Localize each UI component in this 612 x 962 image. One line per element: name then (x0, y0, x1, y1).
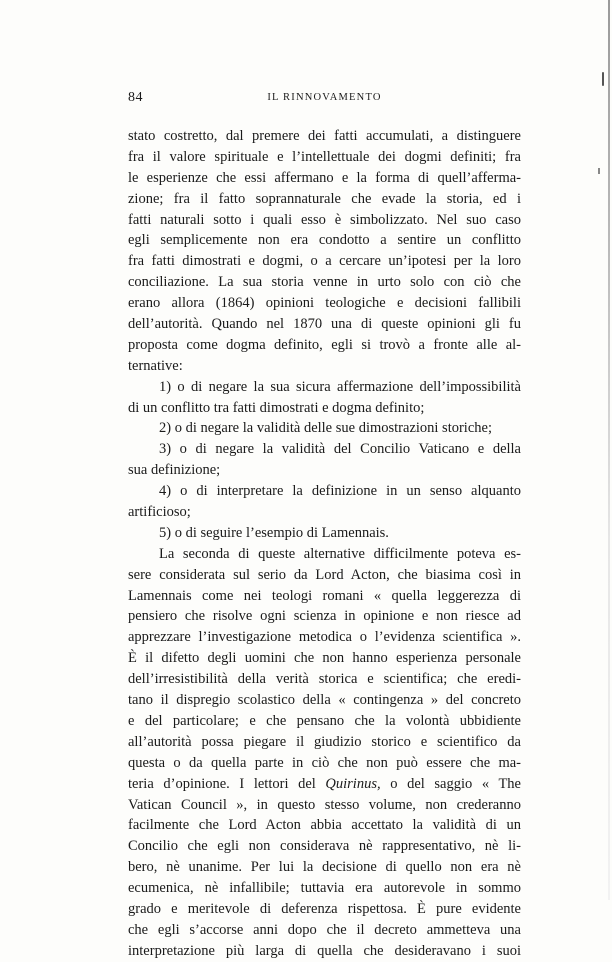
text-line-content: che egli s’accorse anni dopo che il decreto ammetteva una (128, 921, 521, 938)
text-line-content: facilmente che Lord Acton abbia accettato la validità di un (128, 817, 521, 834)
text-line (128, 272, 521, 293)
text-line-content: tano il dispregio scolastico della « contingenza » del concreto (128, 692, 521, 709)
text-line-content: È il difetto degli uomini che non hanno esperienza personale (128, 650, 521, 667)
text-line (128, 189, 521, 210)
text-line-content: fra il valore spirituale e l’intellettuale dei dogmi definiti; fra (128, 148, 521, 165)
text-line-content: 2) o di negare la validità delle sue dimostrazioni storiche; (159, 420, 492, 437)
text-line (128, 648, 521, 669)
text-line-content: zione; fra il fatto soprannaturale che evade la storia, ed i (128, 190, 521, 207)
text-line-content: di un conflitto tra fatti dimostrati e dogma definito; (128, 399, 425, 416)
edge-mark (602, 72, 604, 86)
text-line (128, 899, 521, 920)
text-line (128, 565, 521, 586)
text-line-content: 4) o di interpretare la definizione in un senso alquanto (159, 483, 521, 500)
text-line-content: 3) o di negare la validità del Concilio Vaticano e della (159, 441, 521, 458)
page-header (128, 90, 521, 108)
text-line-content: fra fatti dimostrati e dogmi, o a cercare un’ipotesi per la loro (128, 253, 521, 270)
text-line-continuation: o del saggio « The (380, 775, 521, 792)
italic-title: Quirinus, (325, 775, 381, 792)
text-line-content: egli semplicemente non era condotto a sentire un conflitto (128, 232, 521, 249)
text-line (128, 815, 521, 836)
text-line-content: pensiero che risolve ogni scienza in opinione e non riesce ad (128, 608, 521, 625)
text-line-content: e del particolare; e che pensano che la volontà ubbidiente (128, 712, 521, 729)
text-line (128, 941, 521, 962)
text-line-content: conciliazione. La sua storia venne in urto solo con ciò che (128, 274, 521, 291)
text-line-content: sere considerata sul serio da Lord Acton, che biasima così in (128, 566, 521, 583)
text-line (128, 377, 521, 398)
text-line (128, 335, 521, 356)
text-line-content: 1) o di negare la sua sicura affermazione dell’impossibilità (159, 378, 521, 395)
text-line (128, 210, 521, 231)
text-line (128, 314, 521, 335)
text-line-content: 5) o di seguire l’esempio di Lamennais. (159, 524, 389, 541)
text-line (128, 774, 521, 795)
text-line-content: all’autorità possa piegare il giudizio storico e scientifico da (128, 733, 521, 750)
text-line-content: Lamennais come nei teologi romani « quella leggerezza di (128, 587, 521, 604)
text-line-content: bero, nè unanime. Per lui la decisione di quello non era nè (128, 859, 521, 876)
text-line-content: erano allora (1864) opinioni teologiche e decisioni fallibili (128, 295, 521, 312)
text-line-content: ternative: (128, 357, 183, 374)
text-line (128, 230, 521, 251)
text-line (128, 460, 521, 481)
text-line (128, 126, 521, 147)
text-line-content: stato costretto, dal premere dei fatti accumulati, a distinguere (128, 128, 521, 144)
text-line-content: La seconda di queste alternative difficilmente poteva es- (159, 545, 521, 562)
text-line (128, 627, 521, 648)
text-line-content: sua definizione; (128, 462, 221, 479)
text-line-content: Concilio che egli non considerava nè rappresentativo, nè li- (128, 838, 521, 855)
text-line-content: teria d’opinione. I lettori del (128, 775, 326, 792)
text-line-content: grado e meritevole di deferenza rispettosa. È pure evidente (128, 900, 521, 917)
text-line (128, 920, 521, 941)
text-line (128, 356, 521, 377)
text-line-content: dell’irresistibilità della verità storica e scientifica; che eredi- (128, 671, 521, 688)
text-line (128, 418, 521, 439)
text-line-content: ecumenica, nè infallibile; tuttavia era autorevole in sommo (128, 880, 521, 897)
page-edge-shadow (608, 0, 610, 900)
text-line (128, 147, 521, 168)
text-line (128, 523, 521, 544)
text-line (128, 544, 521, 565)
text-line (128, 251, 521, 272)
edge-mark (598, 168, 600, 174)
text-line (128, 586, 521, 607)
text-line-content: proposta come dogma definito, egli si trovò a fronte alle al- (128, 336, 521, 353)
text-line (128, 711, 521, 732)
text-line (128, 857, 521, 878)
text-line-content: dell’autorità. Quando nel 1870 una di queste opinioni gli fu (128, 316, 521, 333)
text-line (128, 439, 521, 460)
text-line (128, 481, 521, 502)
text-line (128, 669, 521, 690)
text-line (128, 732, 521, 753)
text-line (128, 690, 521, 711)
text-line (128, 293, 521, 314)
text-line-content: interpretazione più larga di quella che desideravano i suoi (128, 942, 521, 959)
text-line-content: le esperienze che essi affermano e la forma di quell’afferma- (128, 169, 521, 186)
text-line (128, 836, 521, 857)
text-line-content: Vatican Council », in questo stesso volume, non crederanno (128, 796, 521, 813)
text-line-content: apprezzare l’investigazione metodica o l’evidenza scientifica ». (128, 629, 521, 646)
body-text (128, 126, 521, 962)
running-title: IL RINNOVAMENTO (267, 92, 382, 103)
text-line (128, 398, 521, 419)
text-line-content: fatti naturali sotto i quali esso è simbolizzato. Nel suo caso (128, 211, 521, 228)
text-line (128, 878, 521, 899)
page-number: 84 (128, 90, 143, 105)
text-line (128, 795, 521, 816)
text-line (128, 753, 521, 774)
text-line (128, 168, 521, 189)
text-line-content: questa o da quella parte in ciò che non può essere che ma- (128, 754, 521, 771)
text-line (128, 606, 521, 627)
text-line-content: artificioso; (128, 504, 191, 521)
text-line (128, 502, 521, 523)
